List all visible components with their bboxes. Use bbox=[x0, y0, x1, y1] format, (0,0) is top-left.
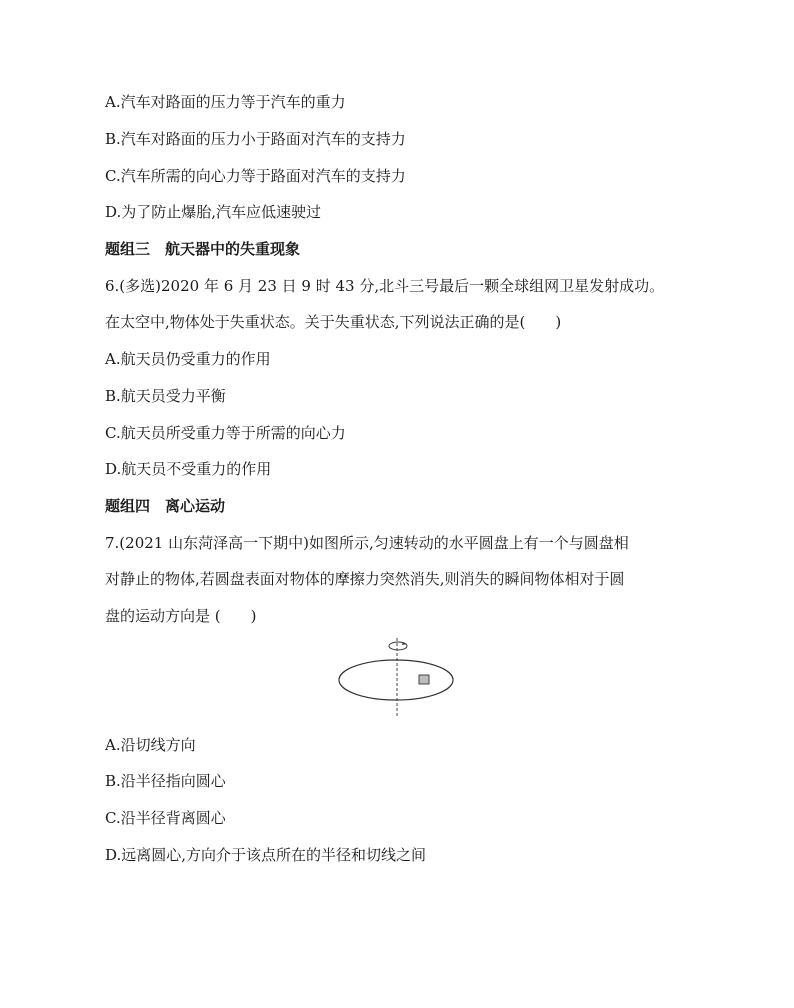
block-on-disc bbox=[419, 675, 429, 684]
q6-option-b: B.航天员受力平衡 bbox=[105, 387, 226, 405]
q6-stem-line1: 6.(多选)2020 年 6 月 23 日 9 时 43 分,北斗三号最后一颗全球组网卫星发射成功。 bbox=[105, 277, 665, 295]
q5-option-b: B.汽车对路面的压力小于路面对汽车的支持力 bbox=[105, 130, 406, 148]
q6-option-c: C.航天员所受重力等于所需的向心力 bbox=[105, 424, 346, 442]
q7-option-b: B.沿半径指向圆心 bbox=[105, 772, 226, 790]
q6-option-d: D.航天员不受重力的作用 bbox=[105, 460, 272, 478]
q7-option-a: A.沿切线方向 bbox=[105, 736, 196, 754]
rotating-disc-figure bbox=[330, 636, 462, 720]
q5-option-d: D.为了防止爆胎,汽车应低速驶过 bbox=[105, 203, 322, 221]
group3-heading: 题组三 航天器中的失重现象 bbox=[105, 240, 301, 258]
q5-option-a: A.汽车对路面的压力等于汽车的重力 bbox=[105, 93, 346, 111]
group4-heading: 题组四 离心运动 bbox=[105, 497, 226, 515]
q6-option-a: A.航天员仍受重力的作用 bbox=[105, 350, 271, 368]
q7-stem-line3: 盘的运动方向是 ( ) bbox=[105, 607, 257, 625]
q5-option-c: C.汽车所需的向心力等于路面对汽车的支持力 bbox=[105, 167, 406, 185]
q7-option-d: D.远离圆心,方向介于该点所在的半径和切线之间 bbox=[105, 846, 427, 864]
q7-stem-line2: 对静止的物体,若圆盘表面对物体的摩擦力突然消失,则消失的瞬间物体相对于圆 bbox=[105, 570, 625, 588]
q7-option-c: C.沿半径背离圆心 bbox=[105, 809, 226, 827]
q7-stem-line1: 7.(2021 山东菏泽高一下期中)如图所示,匀速转动的水平圆盘上有一个与圆盘相 bbox=[105, 534, 629, 552]
disc bbox=[339, 660, 453, 700]
q6-stem-line2: 在太空中,物体处于失重状态。关于失重状态,下列说法正确的是( ) bbox=[105, 313, 562, 331]
